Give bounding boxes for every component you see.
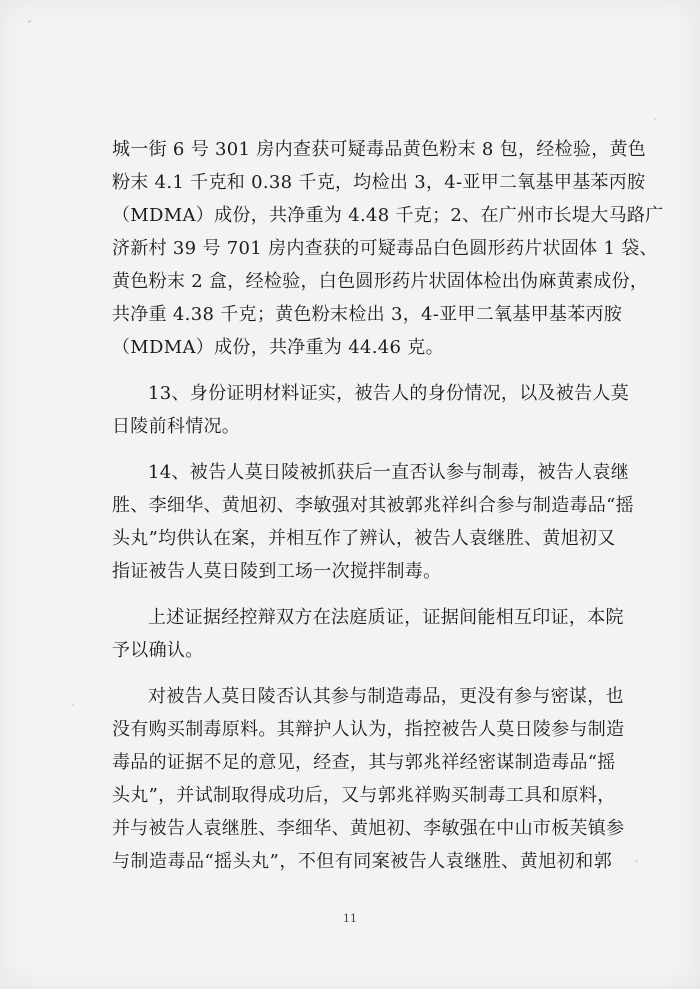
text-line: 粉末 4.1 千克和 0.38 千克，均检出 3，4-亚甲二氧基甲基苯丙胺 — [112, 172, 646, 193]
text-line: 城一街 6 号 301 房内查获可疑毒品黄色粉末 8 包，经检验，黄色 — [112, 139, 647, 160]
text-line: 头丸”，并试制取得成功后，又与郭兆祥购买制毒工具和原料， — [112, 785, 616, 806]
scan-speck — [635, 860, 638, 862]
document-body — [112, 133, 664, 878]
scan-speck — [72, 704, 74, 706]
text-line: 并与被告人袁继胜、李细华、黄旭初、李敏强在中山市板芙镇参 — [112, 818, 625, 839]
page-number: 11 — [343, 912, 357, 925]
text-line: 济新村 39 号 701 房内查获的可疑毒品白色圆形药片状固体 1 袋、 — [112, 238, 658, 259]
text-line: （MDMA）成份，共净重为 4.48 千克；2、在广州市长堤大马路广 — [112, 205, 664, 226]
text-line: （MDMA）成份，共净重为 44.46 克。 — [112, 337, 444, 358]
text-line: 上述证据经控辩双方在法庭质证，证据间能相互印证，本院 — [148, 607, 624, 628]
text-line: 共净重 4.38 千克；黄色粉末检出 3，4-亚甲二氧基甲基苯丙胺 — [112, 304, 623, 325]
scan-speck — [654, 118, 656, 120]
text-line: 黄色粉末 2 盒，经检验，白色圆形药片状固体检出伪麻黄素成份， — [112, 271, 649, 292]
text-line: 胜、李细华、黄旭初、李敏强对其被郭兆祥纠合参与制造毒品“摇 — [112, 495, 634, 516]
text-line: 指证被告人莫日陵到工场一次搅拌制毒。 — [112, 561, 442, 582]
text-line: 毒品的证据不足的意见，经查，其与郭兆祥经密谋制造毒品“摇 — [112, 752, 616, 773]
text-line: 予以确认。 — [112, 640, 204, 661]
text-line: 13、身份证明材料证实，被告人的身份情况，以及被告人莫 — [148, 383, 630, 404]
scan-speck — [28, 20, 31, 23]
text-line: 头丸”均供认在案，并相互作了辨认，被告人袁继胜、黄旭初又 — [112, 528, 616, 549]
text-line: 与制造毒品“摇头丸”，不但有同案被告人袁继胜、黄旭初和郭 — [112, 851, 612, 872]
text-line: 对被告人莫日陵否认其参与制造毒品，更没有参与密谋，也 — [148, 686, 624, 707]
text-line: 没有购买制毒原料。其辩护人认为，指控被告人莫日陵参与制造 — [112, 719, 625, 740]
text-line: 日陵前科情况。 — [112, 416, 241, 437]
text-line: 14、被告人莫日陵被抓获后一直否认参与制毒，被告人袁继 — [148, 462, 630, 483]
